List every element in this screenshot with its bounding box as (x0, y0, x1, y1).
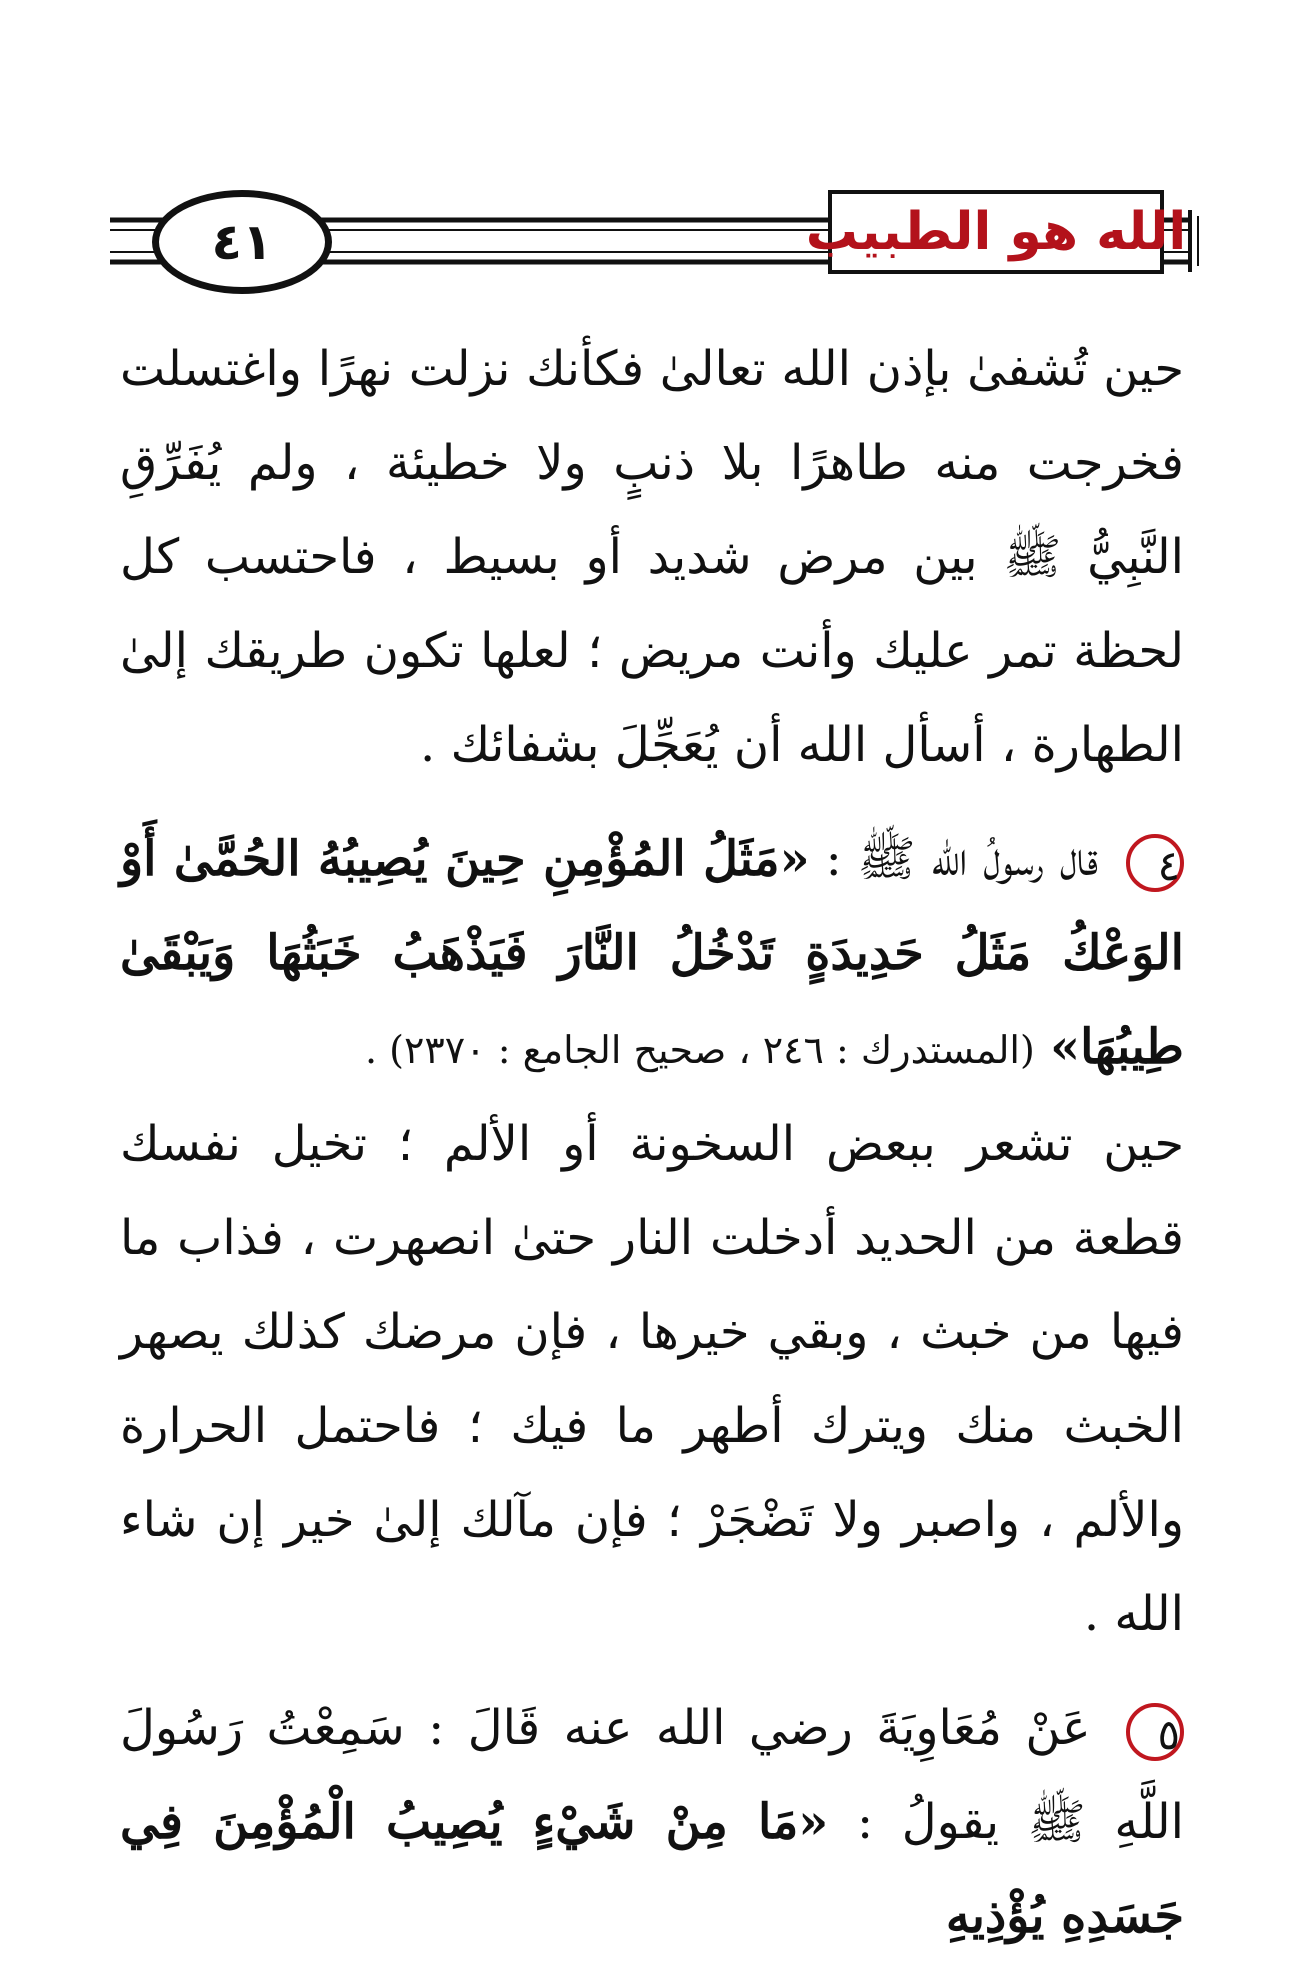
running-title: الله هو الطبيب (805, 202, 1187, 262)
page-body (120, 322, 1184, 1963)
hadith-reference: (المستدرك : ٢٤٦ ، صحيح الجامع : ٢٣٧٠) . (365, 1028, 1035, 1072)
paragraph-4 (120, 1681, 1184, 1963)
paragraph-1: حين تُشفىٰ بإذن الله تعالىٰ فكأنك نزلت نهرًا واغتسلت فخرجت منه طاهرًا بلا ذنبٍ ولا خطيئة ، ولم يُفَرِّقِ النَّبِيُّ ﷺ بين مرض شديد أو بسيط ، فاحتسب كل لحظة تمر عليك وأنت مريض ؛ لعلها تكون طريقك إلىٰ الطهارة ، أسأل الله أن يُعَجِّلَ بشفائك . (120, 341, 1185, 773)
header-title-box (805, 190, 1187, 274)
paragraph-3: حين تشعر ببعض السخونة أو الألم ؛ تخيل نفسك قطعة من الحديد أدخلت النار حتىٰ انصهرت ، فذاب ما فيها من خبث ، وبقي خيرها ، فإن مرضك كذلك يصهر الخبث منك ويترك أطهر ما فيك ؛ فاحتمل الحرارة والألم ، واصبر ولا تَضْجَرْ ؛ فإن مآلك إلىٰ خير إن شاء الله . (120, 1116, 1184, 1642)
page-number: ٤١ (211, 213, 273, 271)
paragraph-2 (120, 812, 1184, 1097)
hadith-text: «مَثَلُ المُؤْمِنِ حِينَ يُصِيبُهُ الحُمَّىٰ أَوْ الوَعْكُ مَثَلُ حَدِيدَةٍ تَدْخُلُ النَّارَ فَيَذْهَبُ خَبَثُهَا وَيَبْقَىٰ طِيبُهَا» (120, 831, 1184, 1075)
hadith-intro: عَنْ مُعَاوِيَةَ رضي الله عنه قَالَ : سَمِعْتُ رَسُولَ اللَّهِ ﷺ يقولُ : (120, 1700, 1184, 1850)
page-number-oval (152, 190, 332, 294)
item-number-4: ٤ (1126, 834, 1184, 892)
hadith-intro: قال رسولُ الله ﷺ : (825, 831, 1099, 887)
item-number-5: ٥ (1126, 1703, 1184, 1761)
hadith-text: «مَا مِنْ شَيْءٍ يُصِيبُ الْمُؤْمِنَ فِي جَسَدِهِ يُؤْذِيهِ (120, 1794, 1184, 1944)
